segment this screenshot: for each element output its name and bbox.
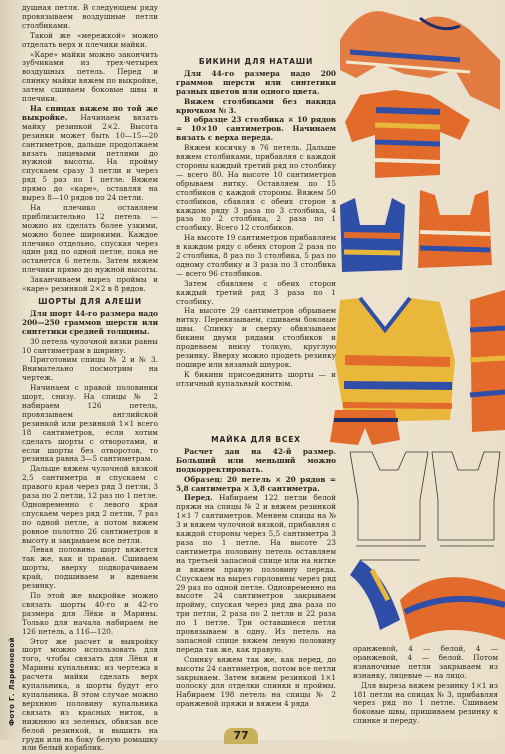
bold-lead: На спицах вяжем по той же выкройке.	[22, 103, 158, 122]
paragraph: На высоте 29 сантиметров обрываем нитку. Перевязываем, сшиваем боковые швы. Спинку и сверху обвязываем бикини двумя рядами столбиков и продеваем внизу толкую, круглую резинку. Вверху можно продеть резинку пошире или вязаный шнурок.	[176, 306, 336, 369]
orange-tank-top	[418, 190, 492, 268]
paragraph	[176, 494, 336, 654]
paragraph: Расчет дан на 42-й размер. Больший или меньший можно подкорректировать.	[176, 446, 336, 474]
column-right-bottom	[353, 645, 498, 727]
paragraph: На плечико оставляем приблизительно 12 петель — можно их сделать более узкими, можно более широкими. Каждое плечико отдельно, спуская через один ряд по одной петле, пока не останется 6 петель. Затем вяжем плечики прямо до нужной высоты.	[22, 202, 158, 275]
paragraph: Спинку вяжем так же, как перед, до высоты 24 сантиметров, потом все петли закрываем. Затем вяжем резинкой 1×1 полоску для отделки спинки и проймы. Набираем 198 петель на спицы № 2 оранжевой пряжи и вяжем 4 ряда	[176, 654, 336, 709]
paragraph-text: Начинаем вязать майку резинкой 2×2. Высота резинки может быть 10—15—20 сантиметров, дальше продолжаем вязать лицевыми петлями до нужной высоты. На пройму спускаем сразу 3 петли и через ряд 5 раз по 1 петле. Вяжем прямо до «каре», оставляя на вырез 8—10 рядов по 24 петли.	[22, 112, 158, 203]
paragraph	[22, 105, 158, 203]
paragraph: Для выреза вяжем резинку 1×1 из 181 петли на спицах № 3, прибавляя через ряд по 1 петле. Сшиваем боковые швы, пришиваем резинку к спинке и переду.	[353, 680, 498, 726]
photo-credit: Фото Г. Ларионовой	[8, 637, 16, 726]
knitted-scarves	[350, 560, 505, 640]
paragraph: На высоте 19 сантиметров прибавляем в каждом ряду с обеих сторон 2 раза по 2 столбика, 8 раз по 3 столбика, 5 раз по одному столбику и 3 раза по 3 столбика — всего 96 столбиков.	[176, 233, 336, 278]
paragraph: Заканчиваем вырез проймы и «каре» резинкой 2×2 в 8 рядов.	[22, 275, 158, 294]
paragraph: Вяжем столбиками без накида крючком № 3.	[176, 96, 336, 115]
blue-vest	[340, 198, 405, 272]
paragraph: Приготовим спицы № 2 и № 3. Внимательно посмотрим на чертеж.	[22, 355, 158, 383]
paragraph: 30 петель чулочной вязки равны 10 сантиметрам в ширину.	[22, 336, 158, 355]
paragraph: По этой же выкройке можно связать шорты 40-го и 42-го размера для Лёки и Марины. Только для начала набираем не 126 петель, а 116—120.	[22, 591, 158, 636]
paragraph: Левая половина шорт вяжется так же, как и правая. Сшиваем шорты, вверху подворачиваем край, подшиваем и вдеваем резинку.	[22, 545, 158, 591]
page-number: 77	[224, 728, 258, 744]
paragraph: «Каре» майки можно закончить зубчиками из трех-четырех воздушных петель. Перед и спинку майки вяжем по выкройке, затем сшиваем боковые швы и плечики.	[22, 49, 158, 104]
section-heading-shorts: ШОРТЫ ДЛЯ АЛЕШИ	[38, 297, 142, 306]
paragraph: Образец: 20 петель × 20 рядов = 5,8 сантиметра × 3,8 сантиметра.	[176, 474, 336, 493]
paragraph: К бикини присоединить шорты — и отличный купальный костюм.	[176, 369, 336, 388]
paragraph: Начинаем с правой половинки шорт, снизу. На спицы № 2 набираем 126 петель, провязываем английской резинкой или резинкой 1×1 всего 18 сантиметров, если хотим сделать шорты с отворотами, и если шорты без отворотов, то резинка равна 3—5 сантиметрам.	[22, 383, 158, 464]
paragraph: Для шорт 44-го размера надо 200—250 граммов шерсти или синтетики средней толщины.	[22, 308, 158, 336]
v-neck-tank	[335, 298, 455, 422]
column-middle-top	[176, 54, 336, 390]
paragraph: душная петля. В следующем ряду провязываем воздушные петли столбиками.	[22, 3, 158, 30]
striped-sweater	[345, 90, 470, 178]
paragraph: оранжевой, 4 — белой, 4 — оранжевой, 4 — белой. Потом изнаночные петли закрываем из изнанку, лицевые — на лицо.	[353, 644, 498, 680]
bold-lead: Перед.	[184, 493, 213, 503]
right-striped-garment	[470, 290, 505, 432]
paragraph: Затем сбавляем с обеих сторон каждый третий ряд 3 раза по 1 столбику.	[176, 278, 336, 306]
column-left	[22, 4, 158, 754]
column-middle-bottom	[176, 432, 336, 710]
paragraph: Такой же «мережкой» можно отделать верх и плечики майки.	[22, 30, 158, 49]
garment-pattern-diagram	[350, 452, 500, 560]
photo-credit-sidebar	[2, 560, 18, 740]
paragraph-text: Набираем 122 петли белой пряжи на спицы № 2 и вяжем резинкой 1×1 7 сантиметров. Меняем спицы на № 3 и вяжем чулочной вязкой, прибавляя с каждой стороны через 5,5 сантиметра 3 раза по 1 петле. На высоте 23 сантиметра половину петель оставляем на третьей запасной спице или на нитке и вяжем правую половину переда. Спускаем на вырез горловины через ряд 29 раз по одной петле. Одновременно на высоте 24 сантиметров закрываем пройму, спуская через ряд два раза по три петли, 2 раза по 2 петли и 22 раза по 1 петле. Три оставшиеся петли провязываем в одну. Из петель на запасной спице вяжем левую половину переда так же, как правую.	[176, 493, 336, 654]
striped-shorts	[330, 410, 400, 445]
section-heading-tank: МАЙКА ДЛЯ ВСЕХ	[211, 435, 301, 444]
paragraph: Дальше вяжем чулочной вязкой 2,5 сантиметра и спускаем с правого края через ряд 3 петли, 3 раза по 2 петли, 12 раз по 1 петле. Одновременно с левого края спускаем через ряд 2 петли, 7 раз по одной петле, а потом вяжем ровное полотно 26 сантиметров в высоту и закрываем все петли.	[22, 464, 158, 545]
paragraph: Этот же расчет и выкройку шорт можно использовать для того, чтобы связать для Лёки и Марины купальник: из чертежа в расчета майки сделать верх купальника, а шорты будут его купальника. В этом случае можно верхнюю половину купальника связать из красных ниток, а нижнюю из зеленых, обвязав все белой резинкой, и вышить на груди или на боку белую ромашку или белый кораблик.	[22, 636, 158, 753]
section-heading-bikini: БИКИНИ ДЛЯ НАТАШИ	[198, 57, 314, 66]
paragraph: Вяжем косичку в 76 петель. Дальше вяжем столбиками, прибавляя с каждой стороны каждый третий ряд по столбику — всего 80. На высоте 10 сантиметров обрываем нитку. Оставляем по 15 столбиков с каждой стороны. Вяжем 50 столбиков, сбавляя с обеих сторон в каждом ряду 3 раза по 3 столбика, 4 раза по 2 столбика, 2 раза по 1 столбику. Всего 12 столбиков.	[176, 143, 336, 233]
paragraph: В образце 23 столбика × 10 рядов = 10×10 сантиметров. Начинаем вязать с верха переда.	[176, 115, 336, 143]
paragraph: Для 44-го размера надо 200 граммов шерсти или синтетики разных цветов или одного цвета.	[176, 68, 336, 96]
